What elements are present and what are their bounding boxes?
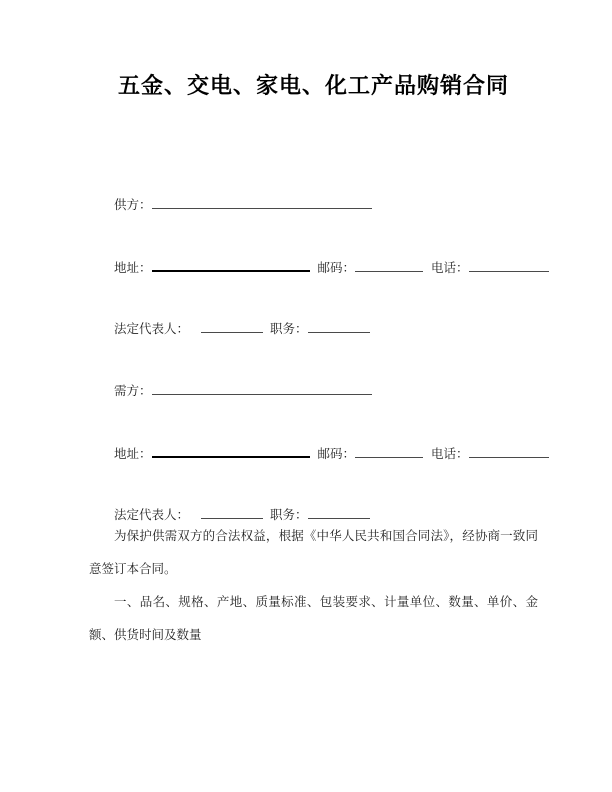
preamble-paragraph: 为保护供需双方的合法权益，根据《中华人民共和国合同法》，经协商一致同意签订本合同。 xyxy=(89,529,538,576)
supplier-position-label: 职务： xyxy=(270,322,308,336)
supplier-postcode-label: 邮码： xyxy=(317,261,356,275)
buyer-role-label: 需方： xyxy=(114,384,152,398)
buyer-phone-blank xyxy=(469,445,549,458)
buyer-position-blank xyxy=(308,506,370,519)
buyer-address-label: 地址： xyxy=(114,447,152,461)
buyer-address-blank xyxy=(152,444,310,458)
buyer-position-label: 职务： xyxy=(270,508,308,522)
supplier-name-row xyxy=(89,196,538,210)
supplier-postcode-blank xyxy=(355,259,423,272)
buyer-phone-label: 电话： xyxy=(431,447,469,461)
supplier-phone-label: 电话： xyxy=(431,261,469,275)
buyer-legal-rep-blank xyxy=(201,506,263,519)
page-title: 五金、交电、家电、化工产品购销合同 xyxy=(117,73,509,98)
supplier-role-label: 供方： xyxy=(114,198,152,212)
supplier-phone-blank xyxy=(469,259,549,272)
buyer-postcode-label: 邮码： xyxy=(317,447,356,461)
supplier-legal-rep-label: 法定代表人： xyxy=(114,322,190,336)
supplier-legal-rep-row xyxy=(89,320,538,334)
supplier-legal-rep-blank xyxy=(201,320,263,333)
buyer-legal-rep-label: 法定代表人： xyxy=(114,508,190,522)
buyer-name-row xyxy=(89,382,538,396)
buyer-legal-rep-row xyxy=(89,506,538,520)
buyer-address-row xyxy=(89,444,538,461)
buyer-name-blank xyxy=(152,382,372,395)
supplier-name-blank xyxy=(152,196,372,209)
supplier-address-row xyxy=(89,258,538,275)
buyer-postcode-blank xyxy=(355,445,423,458)
supplier-address-blank xyxy=(152,258,310,272)
supplier-address-label: 地址： xyxy=(114,261,152,275)
supplier-position-blank xyxy=(308,320,370,333)
clause-one-heading: 一、品名、规格、产地、质量标准、包装要求、计量单位、数量、单价、金额、供货时间及数量 xyxy=(89,595,538,642)
